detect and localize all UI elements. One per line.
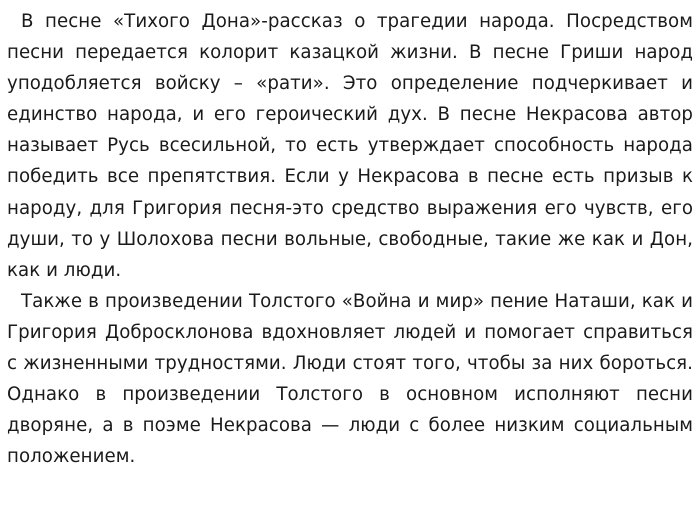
document-body bbox=[7, 6, 693, 472]
paragraph-1: В песне «Тихого Дона»-рассказ о трагедии народа. Посредством песни передается колорит казацкой жизни. В песне Гриши народ уподобляется войску – «рати». Это определение подчеркивает и единство народа, и его героический дух. В песне Некрасова автор называет Русь всесильной, то есть утверждает способность народа победить все препятствия. Если у Некрасова в песне есть призыв к народу, для Григория песня-это средство выражения его чувств, его души, то у Шолохова песни вольные, свободные, такие же как и Дон, как и люди. bbox=[7, 11, 693, 281]
paragraph-2: Также в произведении Толстого «Война и мир» пение Наташи, как и Григория Добросклонова вдохновляет людей и помогает справиться с жизненными трудностями. Люди стоят того, чтобы за них бороться. Однако в произведении Толстого в основном исполняют песни дворяне, а в поэме Некрасова — люди с более низким социальным положением. bbox=[7, 290, 693, 468]
